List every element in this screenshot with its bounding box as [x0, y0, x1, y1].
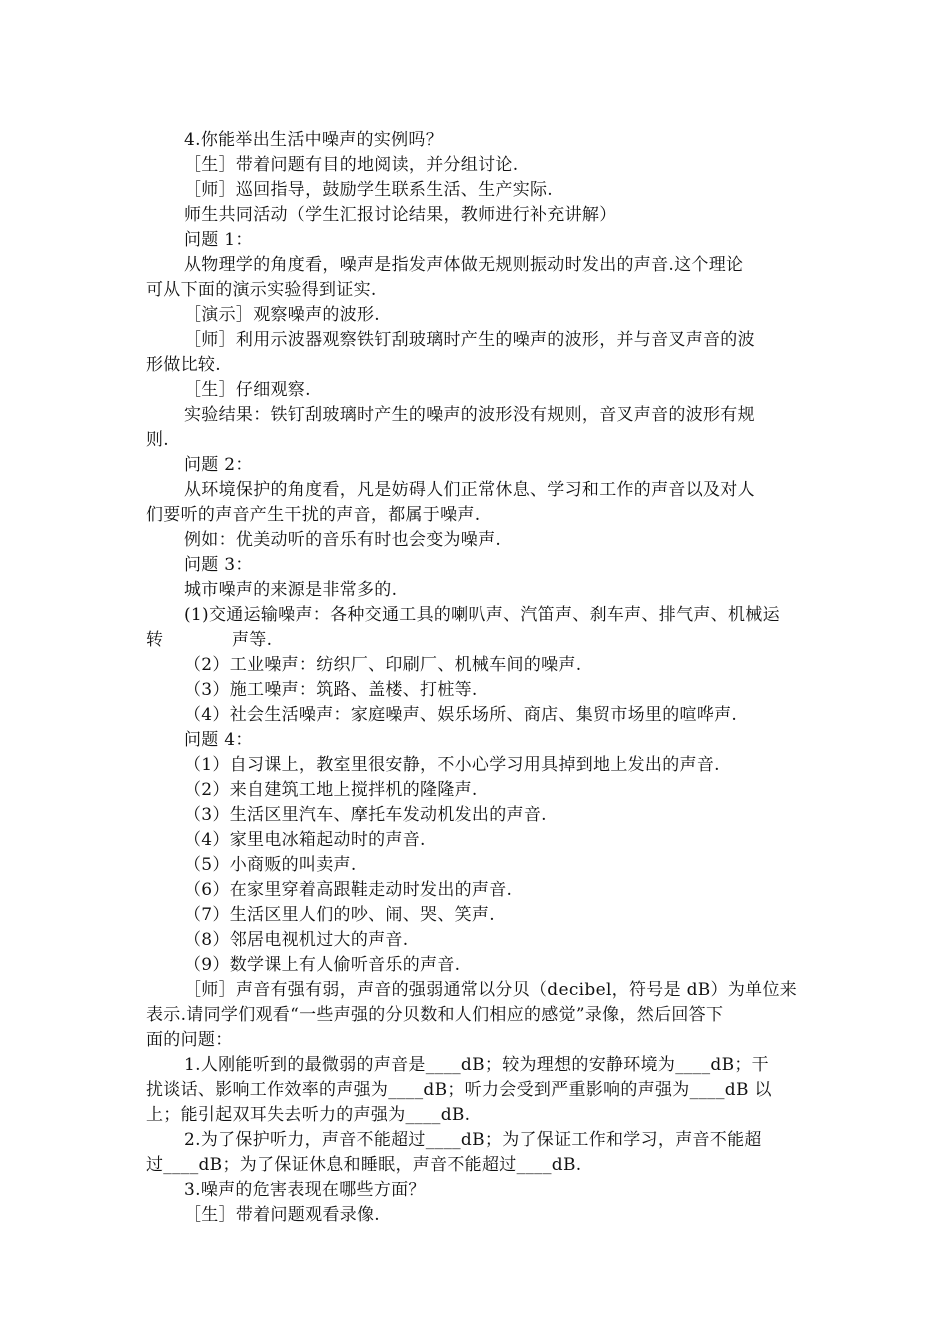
text-line: （3）施工噪声：筑路、盖楼、打桩等. — [184, 680, 478, 700]
text-line: 实验结果：铁钉刮玻璃时产生的噪声的波形没有规则，音叉声音的波形有规 — [184, 405, 755, 425]
text-line: （4）社会生活噪声：家庭噪声、娱乐场所、商店、集贸市场里的喧哗声. — [184, 705, 738, 725]
text-line: 扰谈话、影响工作效率的声强为____dB；听力会受到严重影响的声强为____dB 以 — [146, 1080, 772, 1100]
text-line: （8）邻居电视机过大的声音. — [184, 930, 409, 950]
text-line: 3.噪声的危害表现在哪些方面？ — [184, 1180, 426, 1200]
text-line: 问题 2： — [184, 455, 253, 475]
text-line: 问题 4： — [184, 730, 253, 750]
text-line: (1)交通运输噪声：各种交通工具的喇叭声、汽笛声、刹车声、排气声、机械运 — [184, 605, 780, 625]
text-line: 城市噪声的来源是非常多的. — [184, 580, 398, 600]
text-line: （5）小商贩的叫卖声. — [184, 855, 357, 875]
text-line: 们要听的声音产生干扰的声音，都属于噪声. — [146, 505, 481, 525]
text-line: 面的问题： — [146, 1030, 233, 1050]
text-line: 师生共同活动（学生汇报讨论结果，教师进行补充讲解） — [184, 205, 617, 225]
text-line: 形做比较. — [146, 355, 221, 375]
text-line: （1）自习课上，教室里很安静，不小心学习用具掉到地上发出的声音. — [184, 755, 720, 775]
text-line: 问题 1： — [184, 230, 253, 250]
text-line: ［生］带着问题观看录像. — [184, 1205, 381, 1225]
text-line: （7）生活区里人们的吵、闹、哭、笑声. — [184, 905, 495, 925]
text-line: （6）在家里穿着高跟鞋走动时发出的声音. — [184, 880, 513, 900]
text-line: 上；能引起双耳失去听力的声强为____dB. — [146, 1105, 471, 1125]
text-line: 问题 3： — [184, 555, 253, 575]
text-line: 表示.请同学们观看“一些声强的分贝数和人们相应的感觉”录像，然后回答下 — [146, 1005, 724, 1025]
text-line: （2）来自建筑工地上搅拌机的隆隆声. — [184, 780, 478, 800]
text-line: 过____dB；为了保证休息和睡眠，声音不能超过____dB. — [146, 1155, 582, 1175]
text-line: ［生］带着问题有目的地阅读，并分组讨论. — [184, 155, 519, 175]
text-line: 例如：优美动听的音乐有时也会变为噪声. — [184, 530, 502, 550]
text-line: ［师］利用示波器观察铁钉刮玻璃时产生的噪声的波形，并与音叉声音的波 — [184, 330, 755, 350]
text-line: ［演示］观察噪声的波形. — [184, 305, 381, 325]
text-line: （9）数学课上有人偷听音乐的声音. — [184, 955, 461, 975]
text-line: 可从下面的演示实验得到证实. — [146, 280, 377, 300]
text-line: 4.你能举出生活中噪声的实例吗？ — [184, 130, 444, 150]
text-line: 从环境保护的角度看，凡是妨碍人们正常休息、学习和工作的声音以及对人 — [184, 480, 755, 500]
text-line: 转 — [146, 630, 164, 650]
text-line: ［生］仔细观察. — [184, 380, 311, 400]
text-line: ［师］声音有强有弱，声音的强弱通常以分贝（decibel，符号是 dB）为单位来 — [184, 980, 798, 1000]
text-line: 2.为了保护听力，声音不能超过____dB；为了保证工作和学习，声音不能超 — [184, 1130, 762, 1150]
text-line: （2）工业噪声：纺织厂、印刷厂、机械车间的噪声. — [184, 655, 582, 675]
text-line: 从物理学的角度看，噪声是指发声体做无规则振动时发出的声音.这个理论 — [184, 255, 744, 275]
text-line: 声等. — [232, 630, 273, 650]
text-line: 则. — [146, 430, 170, 450]
text-line: （3）生活区里汽车、摩托车发动机发出的声音. — [184, 805, 547, 825]
text-line: ［师］巡回指导，鼓励学生联系生活、生产实际. — [184, 180, 554, 200]
text-line: 1.人刚能听到的最微弱的声音是____dB；较为理想的安静环境为____dB；干 — [184, 1055, 769, 1075]
text-line: （4）家里电冰箱起动时的声音. — [184, 830, 426, 850]
